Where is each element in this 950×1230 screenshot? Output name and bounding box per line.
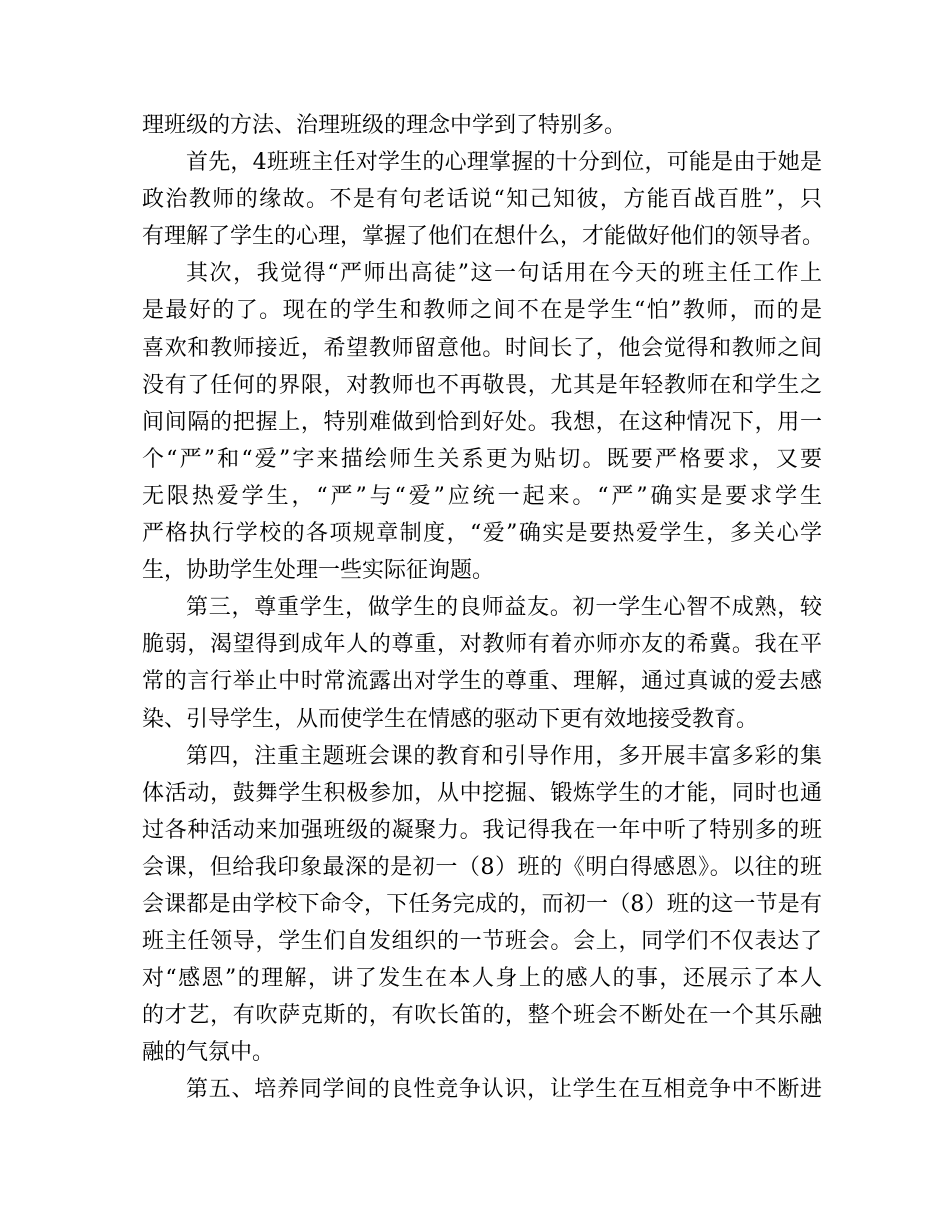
text-line: 第四，注重主题班会课的教育和引导作用，多开展丰富多彩的集 (186, 743, 822, 769)
text-line: 第五、培养同学间的良性竞争认识，让学生在互相竞争中不断进 (186, 1077, 822, 1103)
text-line: 体活动，鼓舞学生积极参加，从中挖掘、锻炼学生的才能，同时也通 (142, 780, 822, 806)
text-line: 会课都是由学校下命令，下任务完成的，而初一（8）班的这一节是有 (142, 891, 822, 917)
text-line: 班主任领导，学生们自发组织的一节班会。会上，同学们不仅表达了 (142, 929, 822, 955)
text-line: 个“严”和“爱”字来描绘师生关系更为贴切。既要严格要求，又要 (142, 446, 822, 472)
text-line: 第三，尊重学生，做学生的良师益友。初一学生心智不成熟，较 (186, 595, 822, 621)
text-line: 常的言行举止中时常流露出对学生的尊重、理解，通过真诚的爱去感 (142, 669, 822, 695)
text-line: 染、引导学生，从而使学生在情感的驱动下更有效地接受教育。 (142, 706, 759, 732)
text-line: 生，协助学生处理一些实际征询题。 (142, 558, 495, 584)
text-line: 对“感恩”的理解，讲了发生在本人身上的感人的事，还展示了本人 (142, 966, 822, 992)
text-line: 政治教师的缘故。不是有句老话说“知己知彼，方能百战百胜”，只 (142, 187, 822, 213)
text-line: 融的气氛中。 (142, 1040, 275, 1066)
text-line: 没有了任何的界限，对教师也不再敬畏，尤其是年轻教师在和学生之 (142, 372, 822, 398)
text-line: 严格执行学校的各项规章制度，“爱”确实是要热爱学生，多关心学 (142, 521, 822, 547)
text-line: 间间隔的把握上，特别难做到恰到好处。我想，在这种情况下，用一 (142, 409, 822, 435)
text-line: 喜欢和教师接近，希望教师留意他。时间长了，他会觉得和教师之间 (142, 335, 822, 361)
text-line: 其次，我觉得“严师出高徒”这一句话用在今天的班主任工作上 (186, 261, 822, 287)
text-line: 脆弱，渴望得到成年人的尊重，对教师有着亦师亦友的希冀。我在平 (142, 632, 822, 658)
text-line: 是最好的了。现在的学生和教师之间不在是学生“怕”教师，而的是 (142, 298, 822, 324)
text-line: 的才艺，有吹萨克斯的，有吹长笛的，整个班会不断处在一个其乐融 (142, 1003, 822, 1029)
text-line: 会课，但给我印象最深的是初一（8）班的《明白得感恩》。以往的班 (142, 854, 822, 880)
text-line: 理班级的方法、治理班级的理念中学到了特别多。 (142, 113, 627, 138)
text-line: 过各种活动来加强班级的凝聚力。我记得我在一年中听了特别多的班 (142, 817, 822, 843)
text-line: 首先，4班班主任对学生的心理掌握的十分到位，可能是由于她是 (186, 150, 822, 176)
text-line: 无限热爱学生，“严”与“爱”应统一起来。“严”确实是要求学生 (142, 483, 822, 509)
body-text (142, 107, 825, 1109)
text-line: 有理解了学生的心理，掌握了他们在想什么，才能做好他们的领导者。 (142, 224, 825, 250)
